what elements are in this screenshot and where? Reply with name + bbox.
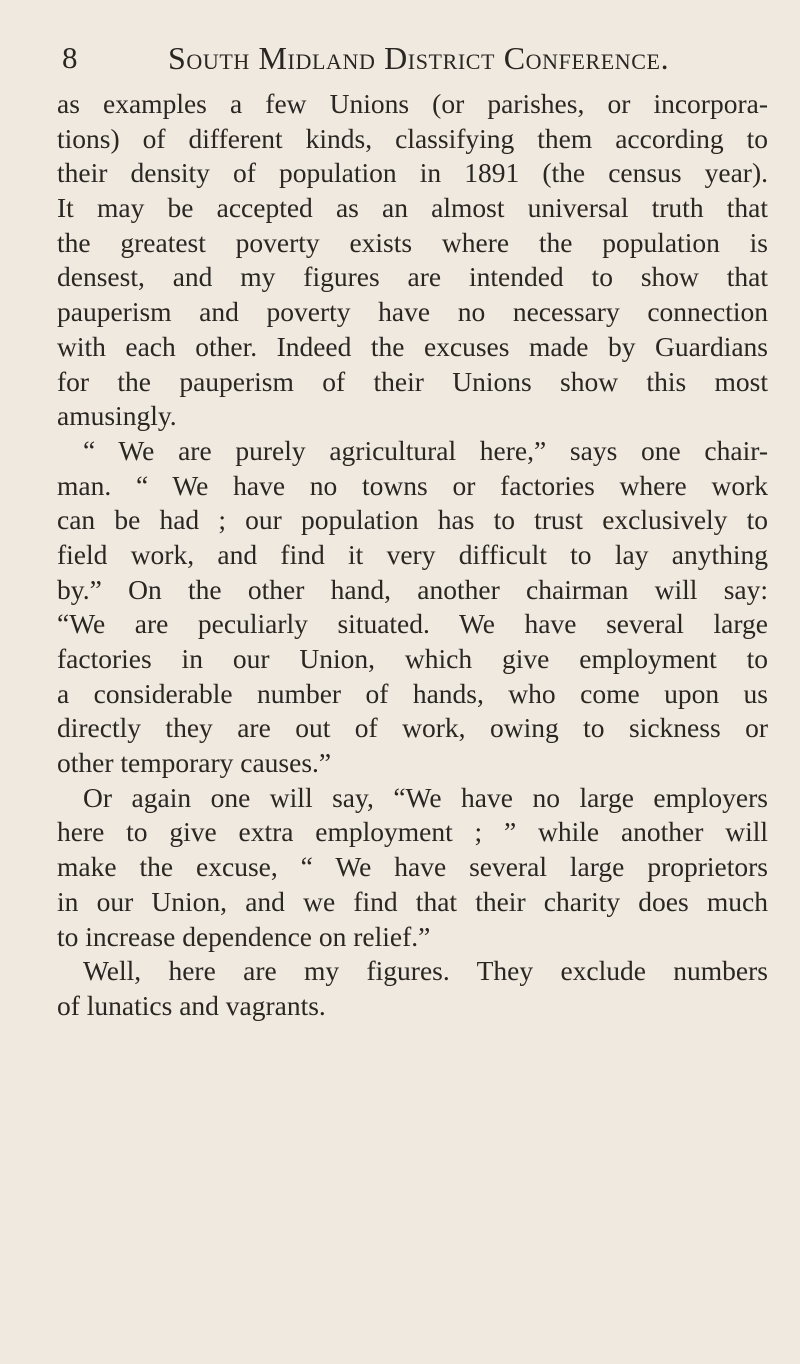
- running-head: South Midland District Conference.: [168, 40, 670, 76]
- text-line: their density of population in 1891 (the census year).: [57, 157, 768, 189]
- paragraph: [57, 87, 768, 434]
- text-line: a considerable number of hands, who come upon us: [57, 677, 768, 709]
- text-line: by.” On the other hand, another chairman will say:: [57, 573, 768, 605]
- body-text: [57, 87, 768, 1024]
- text-line: make the excuse, “ We have several large proprietors: [57, 851, 768, 883]
- text-line: factories in our Union, which give employment to: [57, 643, 768, 674]
- text-line: man. “ We have no towns or factories where work: [57, 469, 768, 501]
- text-line: to increase dependence on relief.”: [57, 920, 431, 952]
- text-line: tions) of different kinds, classifying them according to: [57, 122, 768, 154]
- text-line: can be had ; our population has to trust exclusively to: [57, 504, 768, 536]
- text-line: directly they are out of work, owing to sickness or: [57, 712, 768, 744]
- text-line: pauperism and poverty have no necessary connection: [57, 296, 768, 328]
- text-line: “We are peculiarly situated. We have several large: [57, 608, 768, 640]
- text-line: as examples a few Unions (or parishes, or incorpora-: [57, 88, 768, 119]
- text-line: “ We are purely agricultural here,” says one chair-: [83, 434, 768, 466]
- text-line: the greatest poverty exists where the population is: [57, 226, 768, 258]
- text-line: Or again one will say, “We have no large employers: [83, 781, 768, 813]
- text-line: of lunatics and vagrants.: [57, 989, 326, 1021]
- text-line: here to give extra employment ; ” while another will: [57, 816, 768, 848]
- page-header: [0, 34, 800, 82]
- text-line: densest, and my figures are intended to show that: [57, 261, 768, 293]
- text-line: for the pauperism of their Unions show this most: [57, 365, 768, 397]
- text-line: with each other. Indeed the excuses made by Guardians: [57, 330, 768, 362]
- text-line: It may be accepted as an almost universal truth that: [57, 192, 768, 224]
- paragraph: [57, 954, 768, 1023]
- text-line: other temporary causes.”: [57, 747, 332, 779]
- page-number: 8: [62, 40, 78, 75]
- text-line: amusingly.: [57, 400, 177, 432]
- text-line: field work, and find it very difficult to lay anything: [57, 538, 768, 570]
- paragraph: [57, 434, 768, 781]
- paragraph: [57, 781, 768, 954]
- text-line: Well, here are my figures. They exclude numbers: [83, 955, 768, 987]
- text-line: in our Union, and we find that their charity does much: [57, 885, 768, 917]
